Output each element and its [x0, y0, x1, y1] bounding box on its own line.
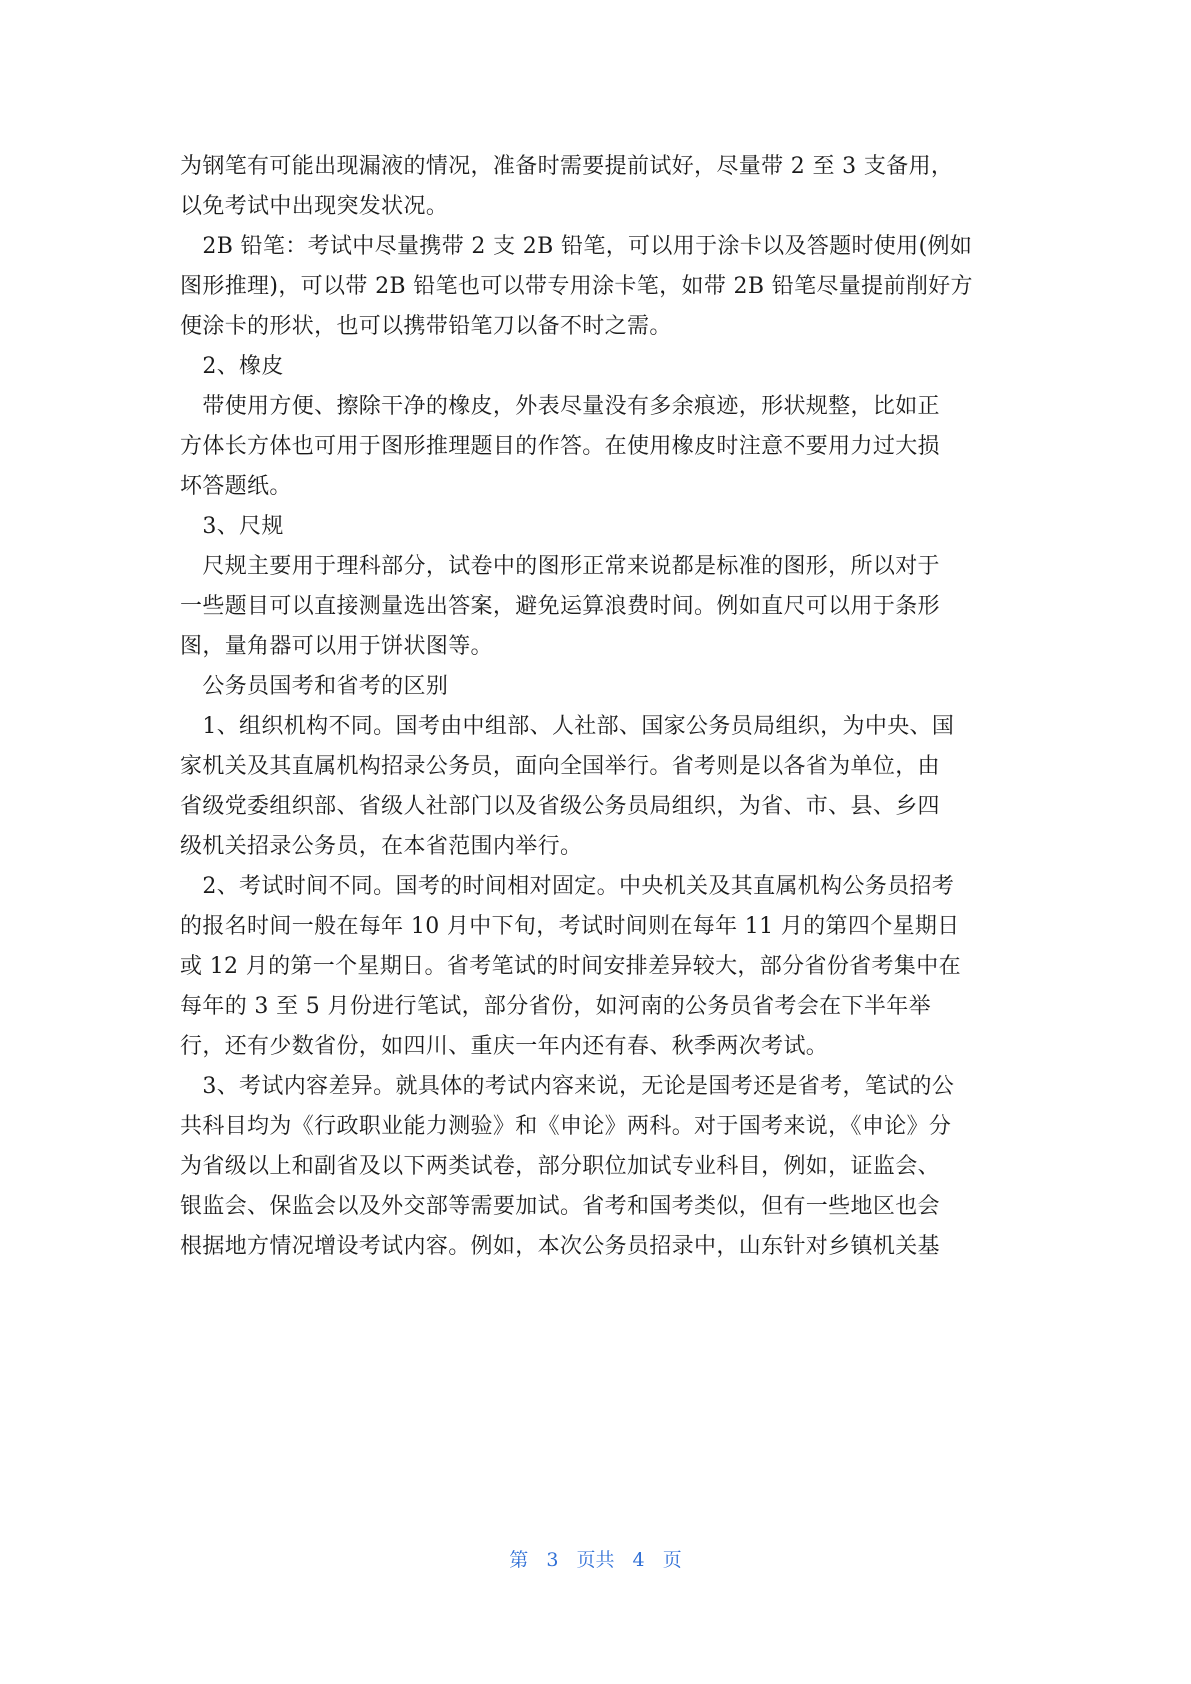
page-footer: [0, 1545, 1191, 1572]
text-line: 带使用方便、擦除干净的橡皮，外表尽量没有多余痕迹，形状规整，比如正: [180, 394, 940, 419]
footer-middle: 页共: [576, 1549, 615, 1571]
text-line: 3、考试内容差异。就具体的考试内容来说，无论是国考还是省考，笔试的公: [180, 1074, 955, 1099]
text-line: 为省级以上和副省及以下两类试卷，部分职位加试专业科目，例如，证监会、: [180, 1154, 940, 1179]
current-page-number: 3: [546, 1549, 559, 1571]
text-line: 便涂卡的形状，也可以携带铅笔刀以备不时之需。: [180, 314, 672, 339]
text-line: 2、考试时间不同。国考的时间相对固定。中央机关及其直属机构公务员招考: [180, 874, 955, 899]
text-line: 共科目均为《行政职业能力测验》和《申论》两科。对于国考来说，《申论》分: [180, 1114, 952, 1139]
text-line: 2B 铅笔：考试中尽量携带 2 支 2B 铅笔，可以用于涂卡以及答题时使用(例如: [180, 234, 973, 259]
document-body: [180, 147, 1010, 1267]
section-heading: 公务员国考和省考的区别: [180, 674, 449, 699]
text-line: 坏答题纸。: [180, 474, 292, 499]
text-line: 每年的 3 至 5 月份进行笔试，部分省份，如河南的公务员省考会在下半年举: [180, 994, 931, 1019]
text-line: 1、组织机构不同。国考由中组部、人社部、国家公务员局组织，为中央、国: [180, 714, 955, 739]
text-line: 家机关及其直属机构招录公务员，面向全国举行。省考则是以各省为单位，由: [180, 754, 940, 779]
text-line: 一些题目可以直接测量选出答案，避免运算浪费时间。例如直尺可以用于条形: [180, 594, 940, 619]
text-line: 级机关招录公务员，在本省范围内举行。: [180, 834, 583, 859]
text-line: 为钢笔有可能出现漏液的情况，准备时需要提前试好，尽量带 2 至 3 支备用，: [180, 154, 954, 179]
text-line: 行，还有少数省份，如四川、重庆一年内还有春、秋季两次考试。: [180, 1034, 829, 1059]
footer-suffix: 页: [662, 1549, 682, 1571]
text-line: 图形推理)，可以带 2B 铅笔也可以带专用涂卡笔，如带 2B 铅笔尽量提前削好方: [180, 274, 973, 299]
text-line: 省级党委组织部、省级人社部门以及省级公务员局组织，为省、市、县、乡四: [180, 794, 940, 819]
text-line: 以免考试中出现突发状况。: [180, 194, 449, 219]
section-heading: 2、橡皮: [180, 354, 284, 379]
total-page-count: 4: [632, 1549, 645, 1571]
text-line: 或 12 月的第一个星期日。省考笔试的时间安排差异较大，部分省份省考集中在: [180, 954, 961, 979]
text-line: 银监会、保监会以及外交部等需要加试。省考和国考类似，但有一些地区也会: [180, 1194, 940, 1219]
section-heading: 3、尺规: [180, 514, 284, 539]
text-line: 尺规主要用于理科部分，试卷中的图形正常来说都是标准的图形，所以对于: [180, 554, 940, 579]
text-line: 根据地方情况增设考试内容。例如，本次公务员招录中，山东针对乡镇机关基: [180, 1234, 940, 1259]
text-line: 的报名时间一般在每年 10 月中下旬，考试时间则在每年 11 月的第四个星期日: [180, 914, 960, 939]
text-line: 方体长方体也可用于图形推理题目的作答。在使用橡皮时注意不要用力过大损: [180, 434, 940, 459]
footer-prefix: 第: [509, 1549, 529, 1571]
text-line: 图，量角器可以用于饼状图等。: [180, 634, 493, 659]
